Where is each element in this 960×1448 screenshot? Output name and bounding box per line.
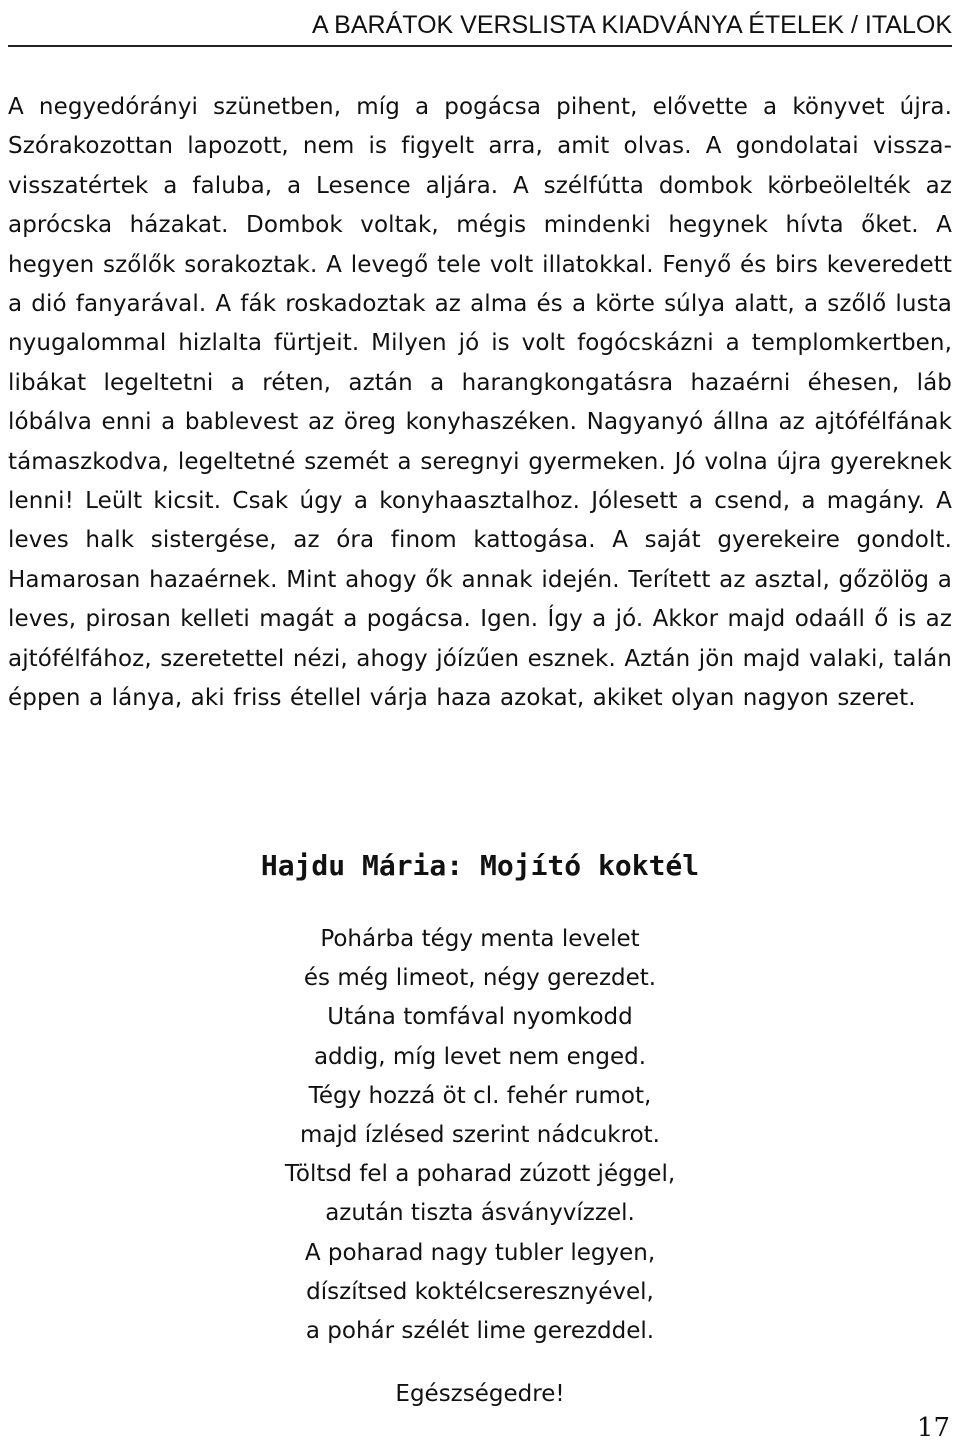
- poem-line: Tégy hozzá öt cl. fehér rumot,: [308, 1082, 652, 1109]
- running-header: A BARÁTOK VERSLISTA KIADVÁNYA ÉTELEK / ITALOK: [311, 11, 952, 39]
- prose-paragraph: A negyedórányi szünetben, míg a pogácsa pihent, elővette a könyvet újra. Szórakozottan lapozott, nem is figyelt arra, amit olvas. A gondolatai vissza-visszatértek a faluba, a Lesence aljára. A szélfútta dombok körbeölelték az aprócska házakat. Dombok voltak, mégis mindenki hegynek hívta őket. A hegyen szőlők sorakoztak. A levegő tele volt illatokkal. Fenyő és birs keveredett a dió fanyarával. A fák roskadoztak az alma és a körte súlya alatt, a szőlő lusta nyugalommal hizlalta fürtjeit. Milyen jó is volt fogócskázni a templomkertben, libákat legeltetni a réten, aztán a harangkongatásra hazaérni éhesen, láb lóbálva enni a bablevest az öreg konyhaszéken. Nagyanyó állna az ajtófélfának támaszkodva, legeltetné szemét a seregnyi gyermeken. Jó volna újra gyereknek lenni! Leült kicsit. Csak úgy a konyhaasztalhoz. Jólesett a csend, a magány. A leves halk sistergése, az óra finom kattogása. A saját gyerekeire gondolt. Hamarosan hazaérnek. Mint ahogy ők annak idején. Terített az asztal, gőzölög a leves, pirosan kelleti magát a pogácsa. Igen. Így a jó. Akkor majd odaáll ő is az ajtófélfához, szeretettel nézi, ahogy jóízűen esznek. Aztán jön majd valaki, talán éppen a lánya, aki friss étellel várja haza azokat, akiket olyan nagyon szeret.: [8, 94, 952, 712]
- poem-line: addig, míg levet nem enged.: [313, 1043, 647, 1070]
- poem-line: Utána tomfával nyomkodd: [327, 1004, 633, 1031]
- poem-body: [0, 920, 960, 1351]
- poem-line: azután tiszta ásványvízzel.: [325, 1200, 635, 1227]
- prose-section: [8, 88, 952, 719]
- poem-line: díszítsed koktélcseresznyével,: [306, 1278, 654, 1305]
- poem-line: A poharad nagy tubler legyen,: [304, 1239, 656, 1266]
- poem-closing: Egészségedre!: [395, 1381, 565, 1407]
- poem-line: Pohárba tégy menta levelet: [320, 926, 640, 952]
- poem-line: a pohár szélét lime gerezddel.: [305, 1318, 655, 1345]
- poem-line: majd ízlésed szerint nádcukrot.: [300, 1122, 660, 1149]
- page-number: 17: [916, 1413, 950, 1443]
- poem-line: Töltsd fel a poharad zúzott jéggel,: [284, 1161, 676, 1188]
- header-divider: [8, 45, 952, 47]
- poem-line: és még limeot, négy gerezdet.: [303, 965, 657, 992]
- poem-title: Hajdu Mária: Mojító koktél: [260, 849, 700, 882]
